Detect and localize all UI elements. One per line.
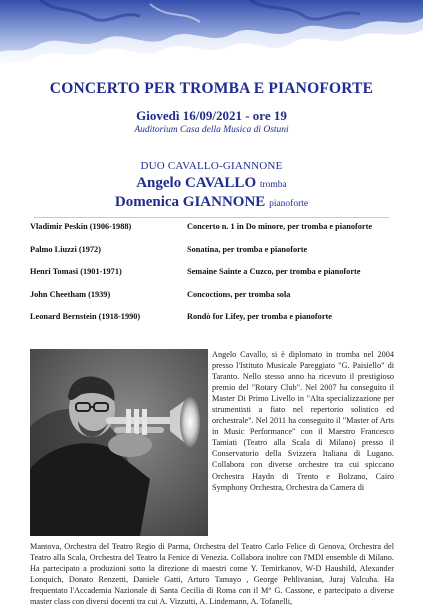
watercolor-header-decoration — [0, 0, 423, 80]
concert-date: Giovedì 16/09/2021 - ore 19 — [136, 108, 287, 123]
performer-2 — [0, 194, 423, 211]
program-work: Semaine Sainte a Cuzco, per tromba e pianoforte — [187, 267, 361, 276]
program-composer: Henri Tomasi (1901-1971) — [30, 267, 122, 276]
concert-venue: Auditorium Casa della Musica di Ostuni — [134, 125, 289, 135]
performer-1 — [0, 175, 423, 192]
program-row — [30, 290, 400, 313]
trumpet-player-illustration — [30, 349, 208, 536]
trumpet-player-photo — [30, 349, 208, 536]
program-row — [30, 267, 400, 290]
program-work: Rondò for Lifey, per tromba e pianoforte — [187, 312, 332, 321]
program-row — [30, 312, 400, 335]
program-composer: Vladimir Peskin (1906-1988) — [30, 222, 132, 231]
program-list — [30, 222, 400, 335]
program-composer: Palmo Liuzzi (1972) — [30, 244, 101, 254]
performer-2-name: Domenica GIANNONE — [114, 194, 266, 210]
program-composer: John Cheetham (1939) — [30, 289, 111, 299]
bio-paragraph-full: Mantova, Orchestra del Teatro Regio di Parma, Orchestra del Teatro Carlo Felice di Genova, Orchestra del Teatro alla Scala, Orchestra del Teatro la Fenice di Venezia. Collabora inoltre con l'MDI ensemble di Milano. Ha partecipato a produzioni sotto la direzione di maestri come Y. Temirkanov, W-D Haushild, Alexander Lonquich, Donato Renzetti, Daniele Gatti, Arturo Tamayo , George Pehlivanian, Juraj Valcuha. Ha frequentato l'Accademia Nazionale di Santa Cecilia di Roma con il M° G. Cassone, e partecipato a diverse master class con diversi docenti tra cui A. Vizzutti, A. Lindemann, A. Tofanelli, — [30, 542, 394, 607]
program-work: Concoctions, per tromba sola — [187, 289, 291, 299]
performer-1-name: Angelo CAVALLO — [136, 175, 257, 191]
program-composer: Leonard Bernstein (1918-1990) — [30, 312, 141, 321]
program-work: Sonatina, per tromba e pianoforte — [187, 244, 308, 254]
section-divider — [34, 217, 389, 218]
program-work: Concerto n. 1 in Do minore, per tromba e pianoforte — [187, 222, 373, 231]
program-row — [30, 245, 400, 268]
performer-2-instrument: pianoforte — [269, 199, 309, 209]
program-row — [30, 222, 400, 245]
concert-title: CONCERTO PER TROMBA E PIANOFORTE — [49, 80, 374, 97]
duo-label: DUO CAVALLO-GIANNONE — [140, 160, 283, 172]
performer-1-instrument: tromba — [259, 180, 287, 190]
bio-paragraph-side: Angelo Cavallo, si è diplomato in tromba nel 2004 presso l'Istituto Musicale Pareggiato "G. Paisiello" di Taranto. Nello stesso anno ha ricevuto il prestigioso premio del "Rotary Club". Nel 2007 ha conseguito il Master Di Primo Livello in "Alta specializzazione per strumentisti a fiato nel repertorio solistico ed orchestrale". Nel 2011 ha conseguito il "Master of Arts in Music Performance" con il Maestro Francesco Tamiati (Teatro alla Scala di Milano) presso il Conservatorio della Svizzera Italiana di Lugano. Collabora con diverse orchestre tra cui spiccano Orchestra Haydn di Trento e Bolzano, Cairo Symphony Orchestra, Orchestra da Camera di — [212, 350, 394, 492]
